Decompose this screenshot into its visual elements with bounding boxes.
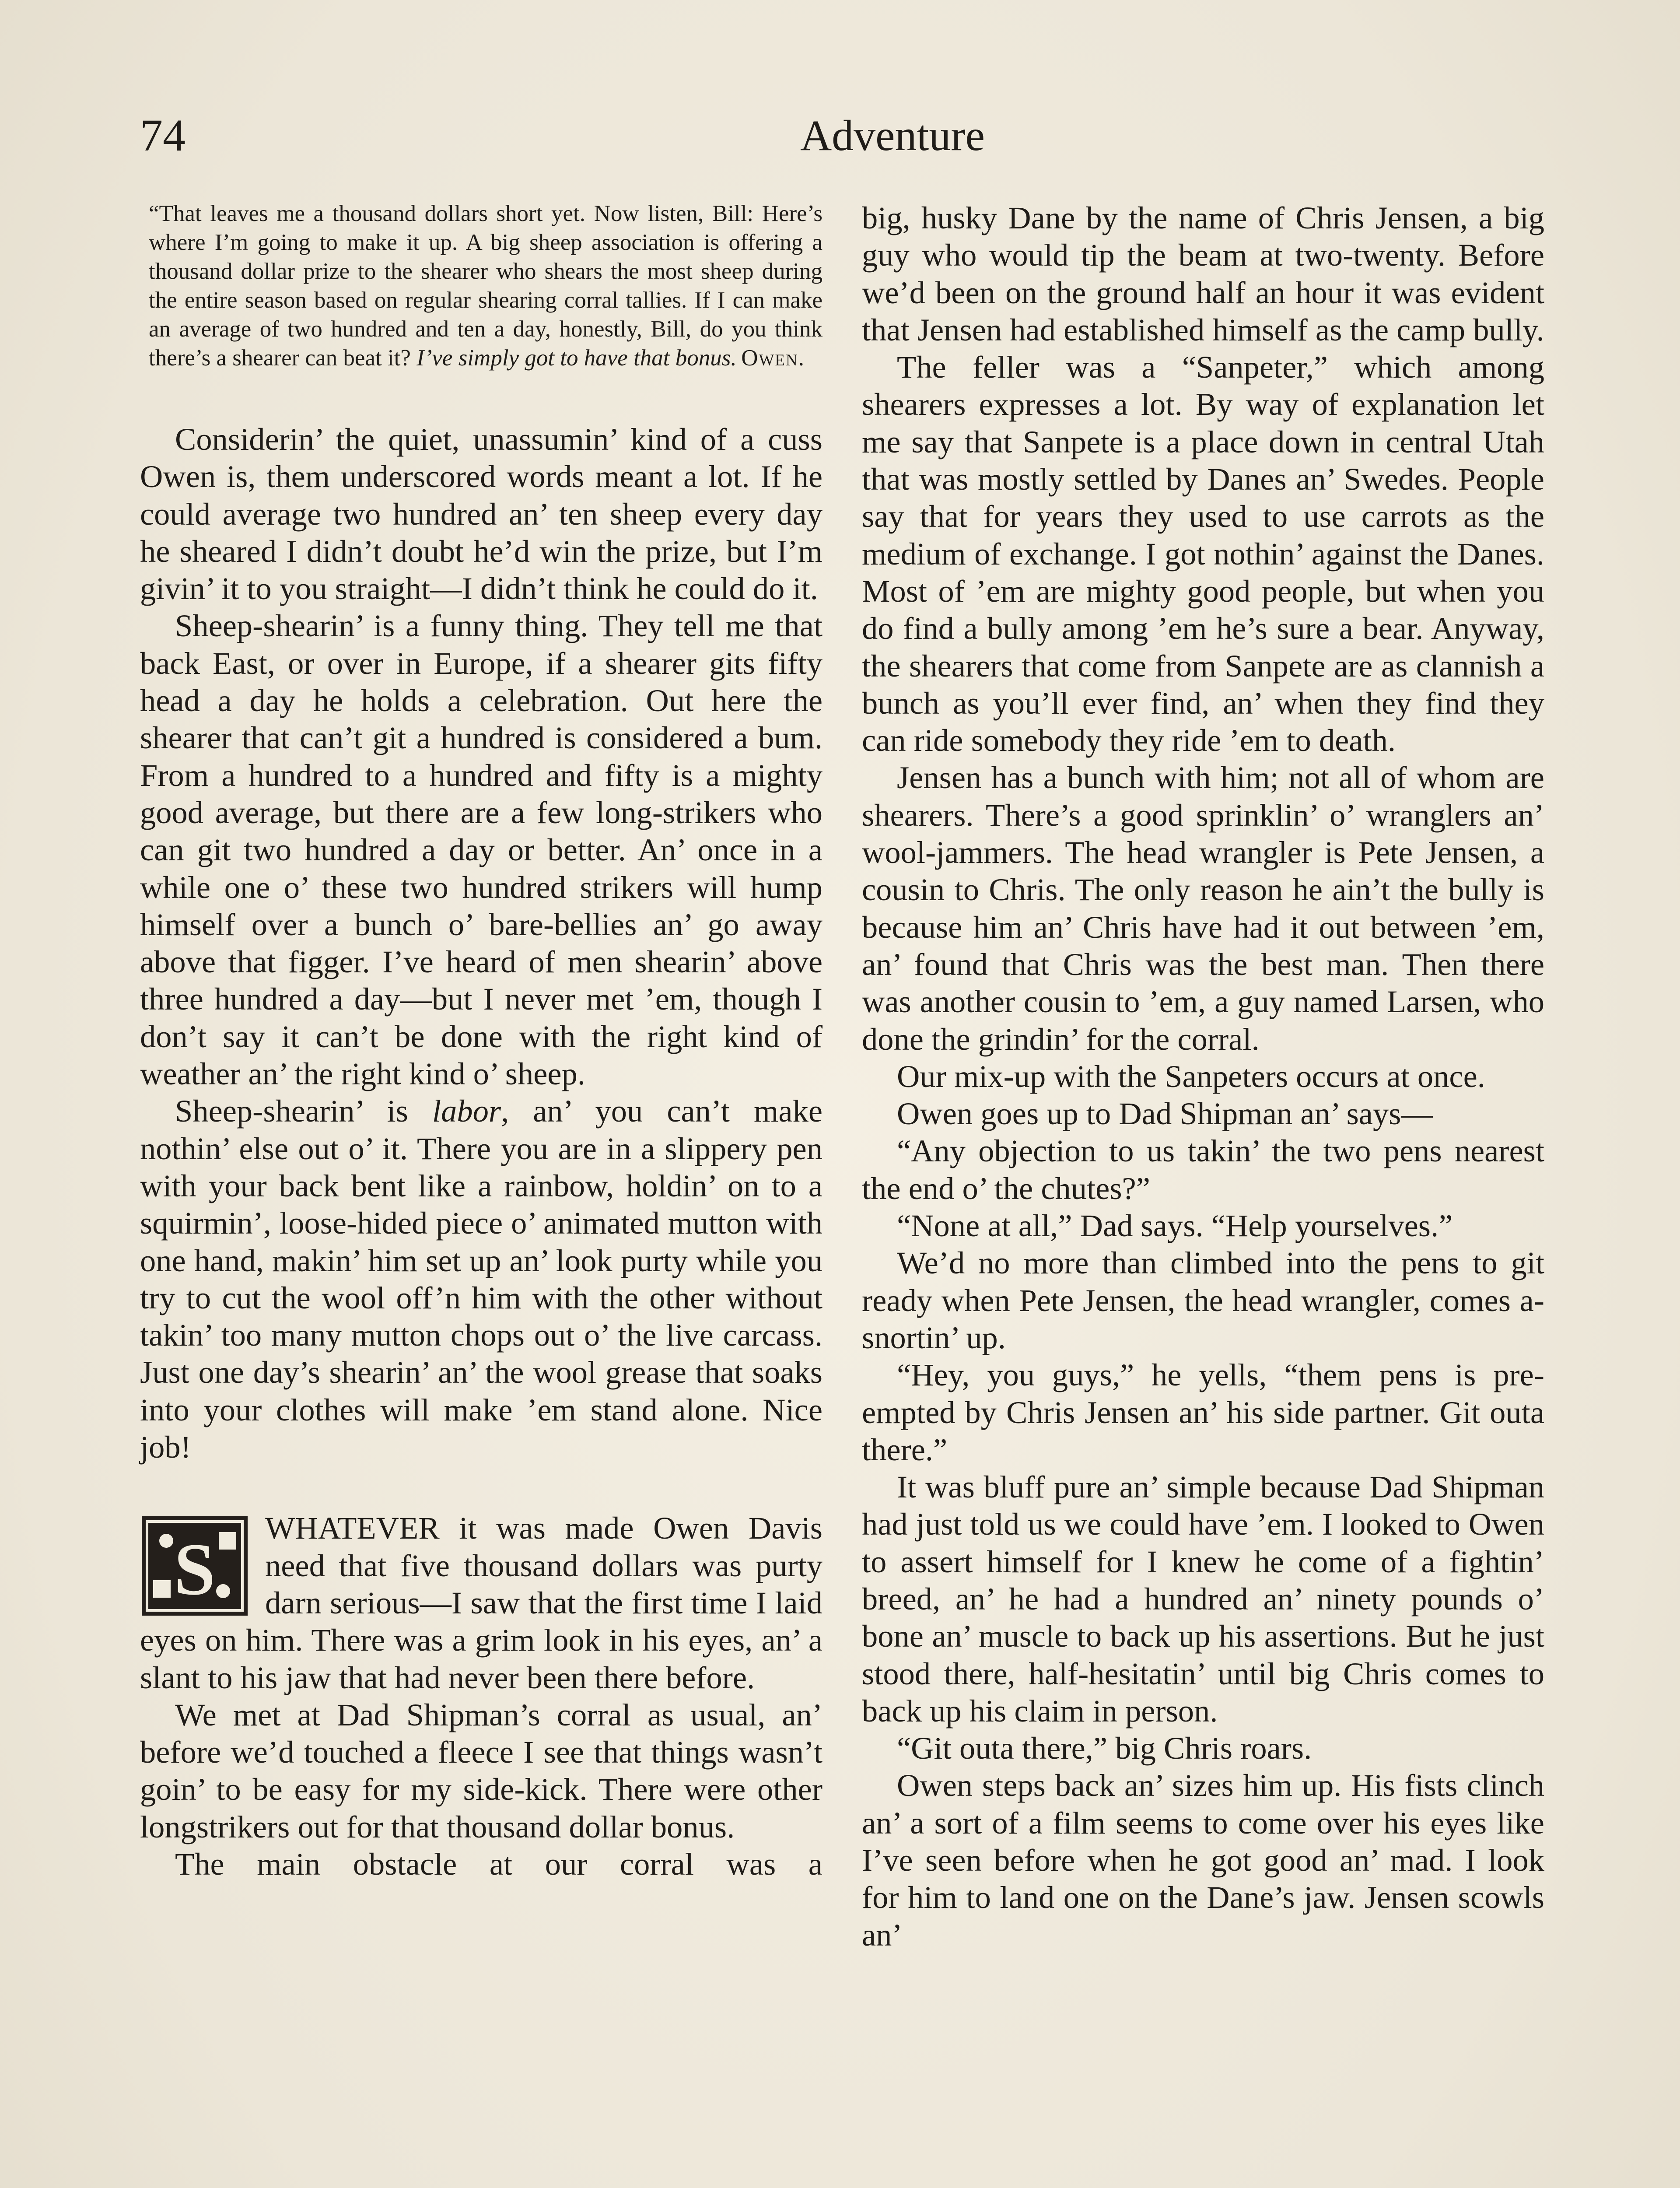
paragraph xyxy=(140,1092,822,1466)
paragraph: The main obstacle at our corral was a xyxy=(175,1846,822,1882)
paragraph: Owen goes up to Dad Shipman an’ says— xyxy=(897,1096,1433,1132)
paragraph: The feller was a “Sanpeter,” which among shearers expresses a lot. By way of explanation let me say that Sanpete is a place down in central Utah that was mostly settled by Danes an’ Swedes. People say that for years they used to use carrots as the medium of exchange. I got nothin’ against the Danes. Most of ’em are mighty good people, but when you do find a bully among ’em he’s sure a bear. Anyway, the shearers that come from Sanpete are as clannish a bunch as you’ll ever find, an’ when they find they can ride somebody they ride ’em to death. xyxy=(862,349,1544,758)
paragraph: Owen steps back an’ sizes him up. His fists clinch an’ a sort of a film seems to come over his eyes like I’ve seen before when he got good an’ mad. I look for him to land one on the Dane’s jaw. Jensen scowls an’ xyxy=(862,1767,1544,1953)
paragraph: “Any objection to us takin’ the two pens nearest the end o’ the chutes?” xyxy=(862,1133,1544,1206)
text-run: , an’ you can’t make nothin’ else out o’ it. There you are in a slippery pen with your back bent like a rainbow, holdin’ on to a squirmin’, loose-hided piece o’ animated mutton with one hand, makin’ him set up an’ look purty while you try to cut the wool off’n him with the other without takin’ too many mutton chops out o’ the live carcass. Just one day’s shearin’ an’ the wool grease that soaks into your clothes will make ’em stand alone. Nice job! xyxy=(140,1093,822,1465)
section-opening-text: WHATEVER it was made Owen Davis need that five thousand dollars was purty darn serious—I saw that the first time I laid eyes on him. There was a grim look in his eyes, an’ a slant to his jaw that had never been there before. xyxy=(140,1510,822,1695)
paragraph: It was bluff pure an’ simple because Dad Shipman had just told us we could have ’em. I looked to Owen to assert himself for I knew he come of a fightin’ breed, an’ he had a hundred an’ ninety pounds o’ bone an’ muscle to back up his assertions. But he just stood there, half-hesitatin’ until big Chris comes to back up his claim in person. xyxy=(862,1469,1544,1729)
paragraph: Our mix-up with the Sanpeters occurs at once. xyxy=(897,1058,1485,1094)
paragraph: We met at Dad Shipman’s corral as usual, an’ before we’d touched a fleece I see that things wasn’t goin’ to be easy for my side-kick. There were other longstrikers out for that thousand dollar bonus. xyxy=(140,1697,822,1844)
paragraph: “Git outa there,” big Chris roars. xyxy=(897,1730,1312,1766)
letter-emphasis: I’ve simply got to have that bonus. xyxy=(416,345,737,371)
drop-cap-letter: S xyxy=(174,1528,216,1611)
paragraph: We’d no more than climbed into the pens to git ready when Pete Jensen, the head wrangler, comes a-snortin’ up. xyxy=(862,1245,1544,1355)
text-run: Sheep-shearin’ is xyxy=(175,1093,432,1129)
letter-excerpt xyxy=(140,199,822,372)
paragraph: Considerin’ the quiet, unassumin’ kind of a cuss Owen is, them underscored words meant a lot. If he could average two hundred an’ ten sheep every day he sheared I didn’t doubt he’d win the prize, but I’m givin’ it to you straight—I didn’t think he could do it. xyxy=(140,421,822,607)
left-column xyxy=(140,199,822,1883)
section-break xyxy=(140,1466,822,1509)
emphasized-word: labor xyxy=(432,1093,501,1129)
letter-signature: Owen. xyxy=(741,345,805,371)
letter-text: “That leaves me a thousand dollars short yet. Now listen, Bill: Here’s where I’m going to make it up. A big sheep association is offering a thousand dollar prize to the shearer who shears the most sheep during the entire season based on regular shearing corral tallies. If I can make an average of two hundred and ten a day, honestly, Bill, do you think there’s a shearer can beat it? xyxy=(149,201,822,371)
paragraph: Sheep-shearin’ is a funny thing. They tell me that back East, or over in Europe, if a shearer gits fifty head a day he holds a celebration. Out here the shearer that can’t git a hundred is considered a bum. From a hundred to a hundred and fifty is a mighty good average, but there are a few long-strikers who can git two hundred a day or better. An’ once in a while one o’ these two hundred strikers will hump himself over a bunch o’ bare-bellies an’ go away above that figger. I’ve heard of men shearin’ above three hundred a day—but I never met ’em, though I don’t say it can’t be done with the right kind of weather an’ the right kind o’ sheep. xyxy=(140,608,822,1092)
page-number: 74 xyxy=(140,110,186,161)
paragraph: “Hey, you guys,” he yells, “them pens is pre-empted by Chris Jensen an’ his side partner. Git outa there.” xyxy=(862,1357,1544,1467)
magazine-title: Adventure xyxy=(800,111,985,160)
section-opening-paragraph xyxy=(140,1509,822,1696)
page-header xyxy=(140,101,1540,166)
right-column xyxy=(862,199,1544,1953)
paragraph: big, husky Dane by the name of Chris Jensen, a big guy who would tip the beam at two-twenty. Before we’d been on the ground half an hour it was evident that Jensen had established himself as the camp bully. xyxy=(862,200,1544,347)
paragraph: “None at all,” Dad says. “Help yourselves.” xyxy=(897,1208,1453,1244)
letter-paragraph xyxy=(149,199,822,372)
paragraph: Jensen has a bunch with him; not all of whom are shearers. There’s a good sprinklin’ o’ wranglers an’ wool-jammers. The head wrangler is Pete Jensen, a cousin to Chris. The only reason he ain’t the bully is because him an’ Chris have had it out between ’em, an’ found that Chris was the best man. Then there was another cousin to ’em, a guy named Larsen, who done the grindin’ for the corral. xyxy=(862,760,1544,1057)
decorative-drop-cap xyxy=(140,1515,249,1617)
